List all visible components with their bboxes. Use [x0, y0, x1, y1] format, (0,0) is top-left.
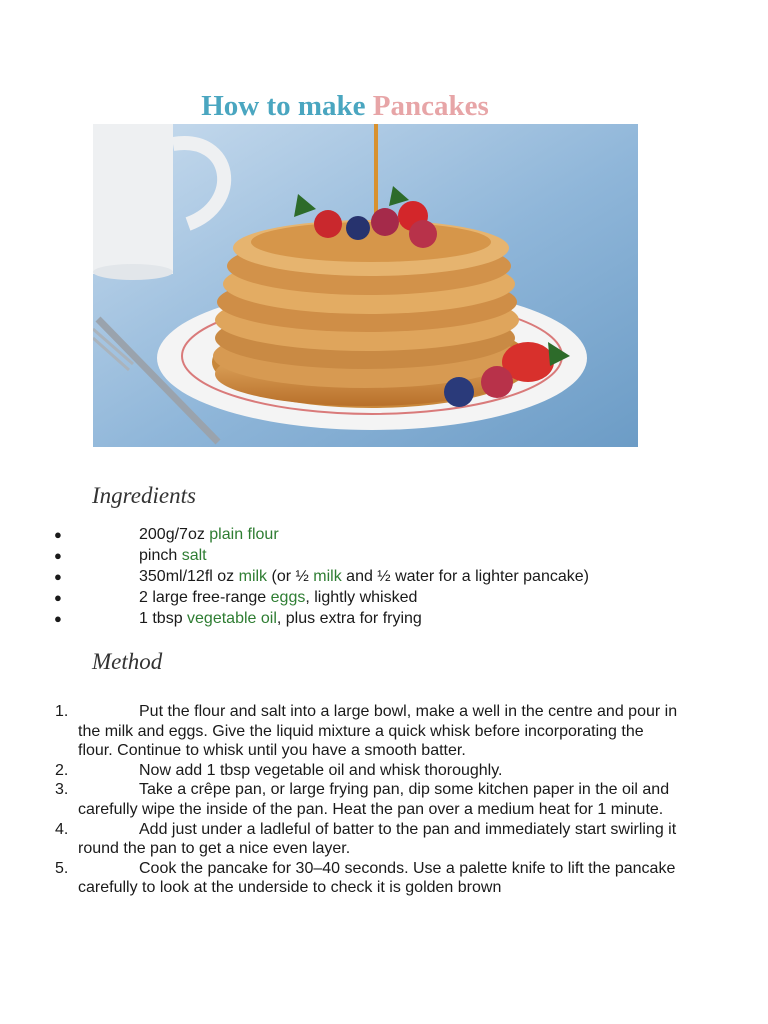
- ingredient-qty: 1 tbsp: [139, 610, 188, 627]
- method-step: [0, 820, 680, 859]
- bullet-icon: ●: [54, 548, 62, 563]
- ingredient-text: [139, 524, 279, 545]
- ingredient-link[interactable]: vegetable oil: [187, 610, 277, 627]
- step-text: Add just under a ladleful of batter to the pan and immediately start swirling it round the pan to get a nice even layer.: [78, 820, 677, 858]
- ingredient-qty: 200g/7oz: [139, 526, 210, 543]
- title-part-1: How to make: [201, 90, 366, 122]
- step-text: Take a crêpe pan, or large frying pan, dip some kitchen paper in the oil and carefully wipe the inside of the pan. Heat the pan over a medium heat for 1 minute.: [78, 781, 670, 818]
- ingredient-link[interactable]: milk: [313, 568, 342, 585]
- step-number: 5.: [55, 859, 69, 877]
- bullet-icon: ●: [54, 569, 62, 584]
- step-text: Put the flour and salt into a large bowl, make a well in the centre and pour in the milk and eggs. Give the liquid mixture a quick whisk before incorporating the flour. Continue to whisk until you have a smooth batter.: [78, 703, 678, 760]
- bullet-icon: ●: [54, 611, 62, 626]
- ingredient-qty: 2 large free-range: [139, 589, 271, 606]
- step-number: 2.: [55, 761, 69, 779]
- method-heading: Method: [92, 649, 163, 674]
- ingredient-link[interactable]: plain flour: [209, 526, 279, 543]
- step-number: 1.: [55, 703, 69, 720]
- step-text: Cook the pancake for 30–40 seconds. Use a palette knife to lift the pancake carefully to look at the underside to check it is golden brown: [78, 859, 676, 897]
- ingredient-text: [139, 545, 207, 566]
- pancake-photo: [93, 124, 638, 447]
- ingredient-link[interactable]: eggs: [270, 589, 306, 606]
- ingredient-qty: 350ml/12fl oz: [139, 568, 239, 585]
- page-title: [0, 88, 690, 124]
- ingredients-heading: Ingredients: [92, 483, 196, 508]
- ingredient-text: [139, 566, 589, 587]
- step-number: 4.: [55, 820, 69, 838]
- ingredient-note: , lightly whisked: [305, 589, 418, 606]
- ingredient-note: and ½ water for a lighter pancake): [341, 568, 589, 585]
- ingredient-text: [139, 587, 417, 608]
- ingredient-link[interactable]: salt: [181, 547, 207, 564]
- ingredient-qty: pinch: [139, 547, 182, 564]
- method-step: [0, 780, 680, 819]
- ingredient-note: , plus extra for frying: [276, 610, 422, 627]
- bullet-icon: ●: [54, 527, 62, 542]
- step-text: Now add 1 tbsp vegetable oil and whisk thoroughly.: [139, 761, 503, 779]
- ingredient-note: (or ½: [267, 568, 314, 585]
- bullet-icon: ●: [54, 590, 62, 605]
- step-number: 3.: [55, 781, 69, 799]
- method-step: [0, 859, 680, 898]
- title-part-2: Pancakes: [372, 90, 489, 122]
- method-step: [0, 702, 680, 761]
- method-steps: [0, 702, 680, 898]
- method-step: [0, 761, 680, 781]
- ingredient-text: [139, 608, 422, 629]
- ingredient-link[interactable]: milk: [238, 568, 268, 585]
